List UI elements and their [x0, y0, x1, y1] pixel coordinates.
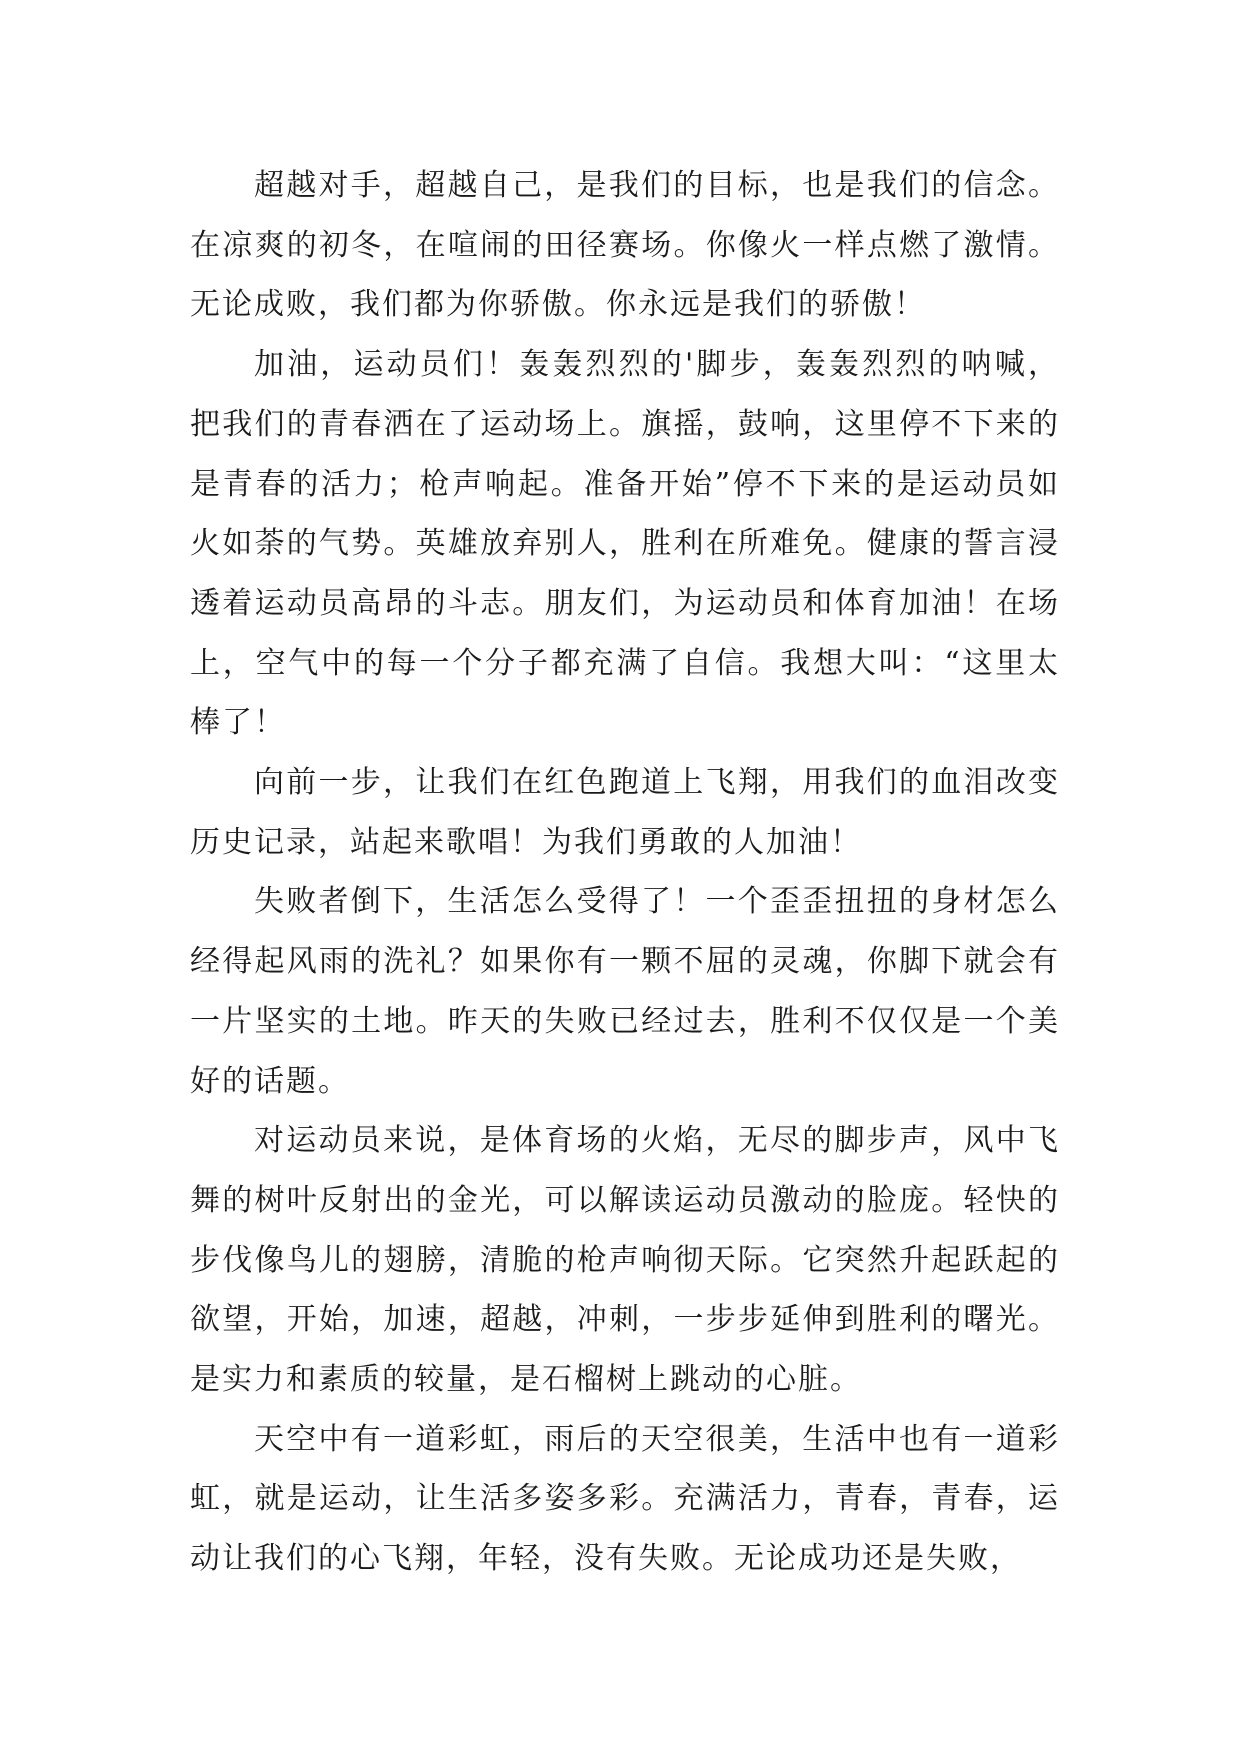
paragraph-4: 失败者倒下，生活怎么受得了！一个歪歪扭扭的身材怎么经得起风雨的洗礼？如果你有一颗不屈的灵魂，你脚下就会有一片坚实的土地。昨天的失败已经过去，胜利不仅仅是一个美好的话题。 — [190, 884, 1060, 1099]
paragraph-5: 对运动员来说，是体育场的火焰，无尽的脚步声，风中飞舞的树叶反射出的金光，可以解读运动员激动的脸庞。轻快的步伐像鸟儿的翅膀，清脆的枪声响彻天际。它突然升起跃起的欲望，开始，加速，超越，冲刺，一步步延伸到胜利的曙光。是实力和素质的较量，是石榴树上跳动的心脏。 — [190, 1123, 1060, 1398]
paragraph-3: 向前一步，让我们在红色跑道上飞翔，用我们的血泪改变历史记录，站起来歌唱！为我们勇敢的人加油！ — [190, 765, 1060, 860]
document-body — [190, 156, 1060, 1589]
paragraph-2: 加油，运动员们！轰轰烈烈的'脚步，轰轰烈烈的呐喊，把我们的青春洒在了运动场上。旗摇，鼓响，这里停不下来的是青春的活力；枪声响起。准备开始”停不下来的是运动员如火如荼的气势。英雄放弃别人，胜利在所难免。健康的誓言浸透着运动员高昂的斗志。朋友们，为运动员和体育加油！在场上，空气中的每一个分子都充满了自信。我想大叫：“这里太棒了！ — [190, 347, 1060, 741]
paragraph-1: 超越对手，超越自己，是我们的目标，也是我们的信念。在凉爽的初冬，在喧闹的田径赛场。你像火一样点燃了激情。无论成败，我们都为你骄傲。你永远是我们的骄傲！ — [190, 168, 1060, 323]
paragraph-6: 天空中有一道彩虹，雨后的天空很美，生活中也有一道彩虹，就是运动，让生活多姿多彩。充满活力，青春，青春，运动让我们的心飞翔，年轻，没有失败。无论成功还是失败， — [190, 1421, 1060, 1577]
